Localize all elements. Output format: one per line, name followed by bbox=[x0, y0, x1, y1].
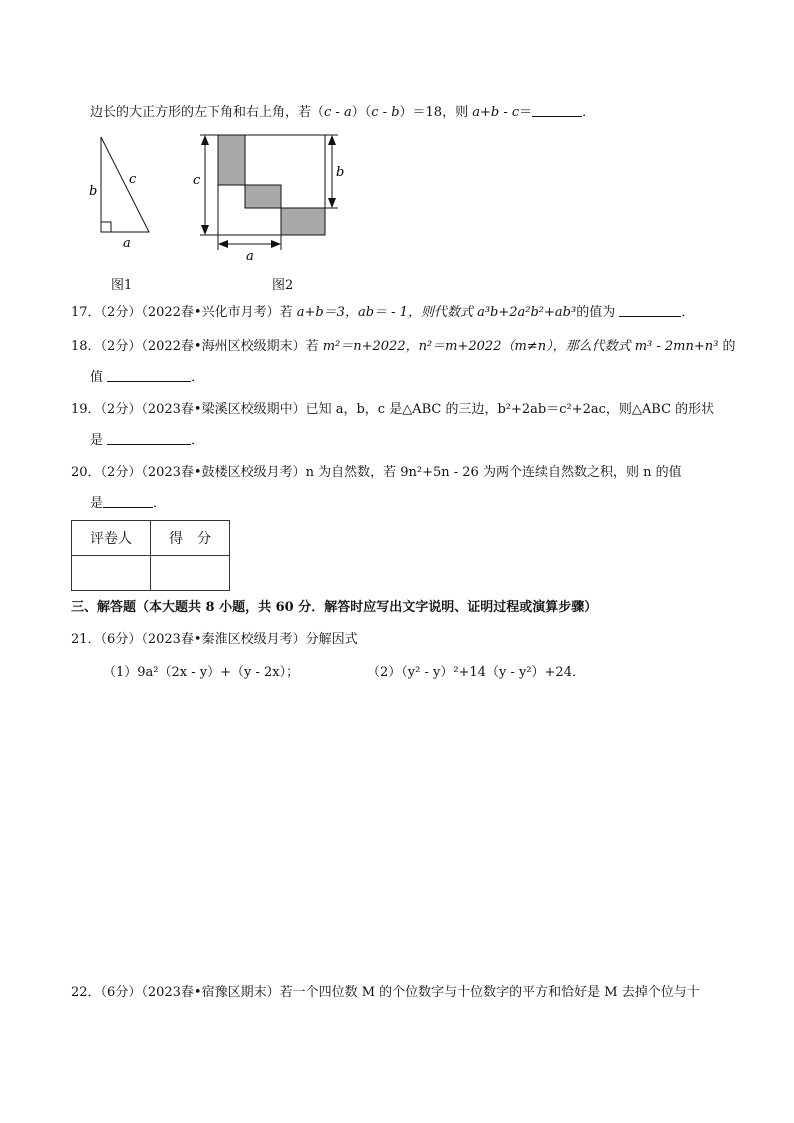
figure-1-triangle bbox=[85, 132, 165, 252]
q16-var-c2: c bbox=[371, 105, 379, 120]
fig1-label-b: b bbox=[89, 184, 98, 199]
q20-end: ． bbox=[153, 496, 167, 511]
q19-cond: a，b，c 是△ABC 的三边，b²+2ab＝c²+2ac，则△ABC 的形状 bbox=[335, 402, 715, 417]
question-20-line-2 bbox=[90, 494, 166, 514]
q16-text-b: - bbox=[331, 105, 344, 120]
answer-blank[interactable] bbox=[103, 495, 153, 508]
fig2-label-c: c bbox=[193, 173, 201, 188]
q16-text-a: 边长的大正方形的左下角和右上角，若（ bbox=[90, 105, 325, 120]
q20-line2: 是 bbox=[90, 496, 104, 511]
q18-cond: m²＝n+2022，n²＝m+2022（m≠n），那么代数式 bbox=[322, 339, 635, 354]
fig2-caption: 图2 bbox=[272, 278, 294, 293]
c-arrow-top bbox=[201, 135, 209, 145]
q21-number: 21． bbox=[71, 632, 101, 647]
answer-blank[interactable] bbox=[107, 369, 191, 382]
q16-text-e: ）＝18，则 bbox=[399, 105, 473, 120]
score-table-score-cell[interactable] bbox=[151, 556, 230, 591]
question-21-part-1: （1）9a²（2x - y）+（y - 2x）； bbox=[103, 665, 300, 680]
b-arrow-top bbox=[328, 135, 336, 145]
q20-meta: （2分）（2023春•鼓楼区校级月考） bbox=[100, 465, 306, 480]
fig2-label-a: a bbox=[246, 249, 254, 264]
q21-meta: （6分）（2023春•秦淮区校级月考）分解因式 bbox=[100, 632, 358, 647]
score-table-grader-cell[interactable] bbox=[72, 556, 151, 591]
right-triangle bbox=[101, 137, 149, 232]
fig2-label-b: b bbox=[336, 165, 345, 180]
score-table-score-header: 得 分 bbox=[151, 521, 230, 556]
a-arrow-right bbox=[271, 240, 281, 248]
score-table bbox=[71, 520, 230, 591]
figure-2-squares bbox=[188, 128, 358, 268]
question-18 bbox=[71, 337, 736, 357]
q16-var-b1: b bbox=[391, 105, 400, 120]
score-table-header-row bbox=[72, 521, 230, 556]
q17-tail: 的值为 bbox=[576, 305, 620, 320]
q16-text-c: ）（ bbox=[351, 105, 372, 120]
q16-var-a1: a bbox=[343, 105, 352, 120]
answer-blank[interactable] bbox=[532, 104, 582, 117]
q18-tail: 的 bbox=[718, 339, 736, 354]
q18-expr: m³ - 2mn+n³ bbox=[634, 339, 719, 354]
q16-text-d: - bbox=[378, 105, 392, 120]
answer-blank[interactable] bbox=[107, 432, 191, 445]
c-arrow-bottom bbox=[201, 225, 209, 235]
score-table-grader-header: 评卷人 bbox=[72, 521, 151, 556]
q16-tail-line bbox=[90, 103, 595, 123]
q18-line2: 值 bbox=[90, 370, 108, 385]
section-3-heading: 三、解答题（本大题共 8 小题，共 60 分．解答时应写出文字说明、证明过程或演算步骤） bbox=[71, 600, 598, 615]
fig1-label-c: c bbox=[129, 172, 137, 187]
question-21-part-2: （2）（y² - y）²+14（y - y²）+24． bbox=[367, 665, 585, 680]
q16-expr: a+b - c bbox=[472, 105, 520, 120]
q18-meta: （2分）（2022春•海州区校级期末）若 bbox=[100, 339, 323, 354]
q17-number: 17． bbox=[71, 305, 101, 320]
q17-end: ． bbox=[681, 305, 695, 320]
question-19 bbox=[71, 400, 714, 420]
q22-meta: （6分）（2023春•宿豫区期末）若一个四位数 M 的个位数字与十位数字的平方和恰好是 M 去掉个位与十 bbox=[100, 985, 700, 1000]
q19-end: ． bbox=[191, 433, 205, 448]
q17-meta: （2分）（2022春•兴化市月考）若 bbox=[100, 305, 297, 320]
question-19-line-2 bbox=[90, 431, 204, 451]
q19-line2: 是 bbox=[90, 433, 108, 448]
fig1-label-a: a bbox=[123, 236, 131, 251]
a-arrow-left bbox=[218, 240, 228, 248]
q16-text-f: ＝ bbox=[519, 105, 533, 120]
q16-end: ． bbox=[582, 105, 596, 120]
q20-cond: n 为自然数，若 9n²+5n - 26 为两个连续自然数之积，则 n 的值 bbox=[305, 465, 682, 480]
q17-cond: a+b＝3，ab＝ - 1，则代数式 bbox=[296, 305, 478, 320]
fig1-caption: 图1 bbox=[111, 278, 133, 293]
q20-number: 20． bbox=[71, 465, 101, 480]
q16-var-c1: c bbox=[324, 105, 332, 120]
b-arrow-bottom bbox=[328, 198, 336, 208]
question-21 bbox=[71, 630, 358, 650]
answer-blank[interactable] bbox=[619, 304, 681, 317]
question-20 bbox=[71, 463, 682, 483]
q18-end: ． bbox=[191, 370, 205, 385]
q17-expr: a³b+2a²b²+ab³ bbox=[477, 305, 577, 320]
question-18-line-2 bbox=[90, 368, 204, 388]
q19-meta: （2分）（2023春•梁溪区校级期中）已知 bbox=[100, 402, 336, 417]
score-table-entry-row bbox=[72, 556, 230, 591]
q18-number: 18． bbox=[71, 339, 101, 354]
question-17 bbox=[71, 303, 694, 323]
question-22 bbox=[71, 983, 700, 1003]
right-angle-mark bbox=[101, 222, 111, 232]
q22-number: 22． bbox=[71, 985, 101, 1000]
q19-number: 19． bbox=[71, 402, 101, 417]
